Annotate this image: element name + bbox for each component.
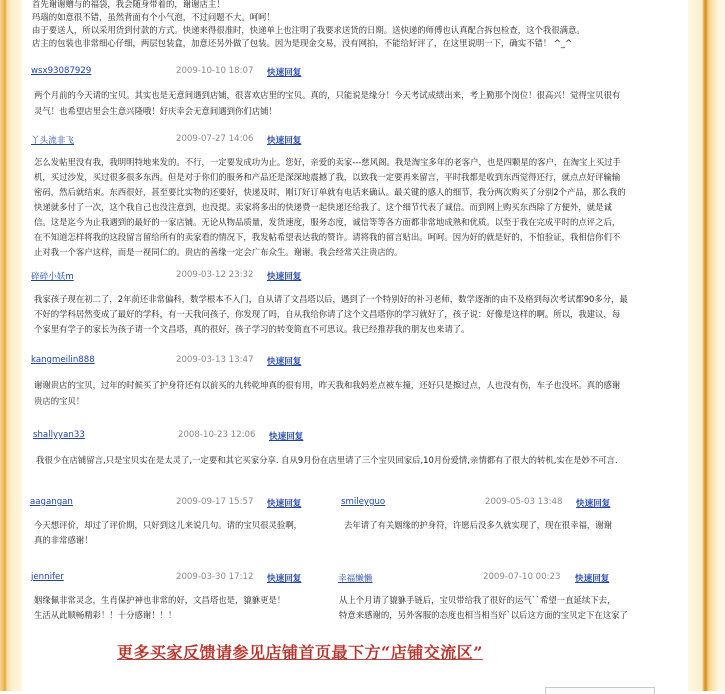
review-text-line: 在不知道怎样将我的这段留言留给所有的卖家看的情况下，我发帖希望表达我的赞许。请将我的留言贴出。呵呵。因为好的就是好的，不怕验证，我相信你们不 bbox=[34, 232, 621, 242]
review-text-line: 我很少在店铺留言,只是宝贝实在是太灵了,一定要和其它买家分享. 自从9月份在店里请了三个宝贝回家后,10月份爱情,亲情都有了很大的转机,实在是妙不可言. bbox=[36, 455, 618, 465]
review-text-line: 密码，然后就结束。东西很好，甚至要比实物的还要好，快递及时，刚订好订单就有电话来确认。最关键的感人的细节，我分两次购买了分别2个产品，那么我的 bbox=[34, 187, 626, 197]
review-text-line: 我家孩子现在初二了，2年前还非常偏科，数学根本不入门，自从请了文昌塔以后，遇到了一个特别好的补习老师，数学逐渐的由不及格到每次考试都90多分，最 bbox=[34, 294, 628, 304]
review-timestamp: 2009-09-17 15:57 bbox=[176, 497, 254, 507]
right-decorative-border bbox=[688, 0, 725, 691]
review-username[interactable]: shallyyan33 bbox=[33, 430, 85, 440]
review-text-line: 机，买过沙发，买过很多很多东西。但是对于你们的服务和产品还是深深地震撼了我，以致我一定要再来留言，平时我都是收到东西觉得还行，就点点好评输输 bbox=[34, 172, 621, 182]
intro-line: 由于要送人，所以采用货到付款的方式。快递来得很准时，快递单上也注明了我要求送货的日期。送快递的师傅也认真配合拆包检查，这个我很满意。 bbox=[32, 25, 585, 35]
review-text-line: 快递就多付了一次，这个我自己也没注意到，也没提。卖家将多出的快递费一起快递还给我了。这个细节代表了诚信。而到网上购买东西除了方便外，就是诚 bbox=[34, 202, 612, 212]
review-text-line: 姻缘佩非常灵念，生肖保护神也非常的好，文昌塔也是，貔貅更是！ bbox=[34, 595, 286, 605]
review-username[interactable]: 丫头流非飞 bbox=[31, 136, 74, 146]
review-timestamp: 2009-03-30 17:12 bbox=[176, 572, 254, 582]
review-username[interactable]: aagangan bbox=[30, 497, 73, 507]
review-text-line: 生活从此顺畅精彩！！十分感谢！！！ bbox=[34, 610, 177, 620]
review-text-line: 今天想评价，却过了评价期，只好到这儿来说几句。请的宝贝很灵验啊， bbox=[34, 520, 302, 530]
review-text-line: 信。这是迄今为止我遇到的最好的一家店铺。无论从物品质量，发货速度，服务态度，诚信等等各方面都非常地成熟和优质。以至于我在完成平时的点评之后， bbox=[34, 217, 621, 227]
quick-reply-link[interactable]: 快速回复 bbox=[267, 136, 302, 146]
review-text-line: 去年请了有关姻缘的护身符，许愿后没多久就实现了，现在很幸福，谢谢 bbox=[344, 520, 612, 530]
intro-line: 首先谢谢赠与的福袋，我会随身带着的，谢谢店主！ bbox=[32, 0, 225, 9]
review-text-line: 特意来感谢的，另外客服的态度也相当相当好`以后这方面的宝贝定下在这家了 bbox=[339, 610, 628, 620]
quick-reply-link[interactable]: 快速回复 bbox=[267, 357, 302, 367]
review-text-line: 个家里有学子的家长为孩子请一个文昌塔，真的很好，孩子学习的转变简直不可思议。我已经推荐我的朋友也来请了。 bbox=[34, 324, 470, 334]
review-username[interactable]: kangmeilin888 bbox=[31, 355, 95, 365]
review-timestamp: 2008-10-23 12:06 bbox=[178, 430, 256, 440]
review-text-line: 谢谢贵店的宝贝，过年的时候买了护身符还有以前买的九转乾坤真的很有用，昨天我和我妈差点被车撞，还好只是擦过点，人也没有伤，车子也没坏。真的感谢 bbox=[34, 380, 621, 390]
intro-line: 店主的包装也非常细心仔细，两层包装盒，加意还另外做了包装。因为是现金交易，没有网拍，不能给好评了，在这里说明一下，确实不错！ ^_^ bbox=[32, 38, 573, 48]
review-username[interactable]: wsx93087929 bbox=[31, 66, 92, 76]
review-text-line: 从上个月请了貔貅手链后，宝贝带给我了很好的运气``希望一直延续下去， bbox=[339, 595, 616, 605]
intro-line: 玛瑙的如意很不错，虽然背面有个小气泡，不过问题不大。呵呵！ bbox=[32, 12, 275, 22]
review-timestamp: 2009-10-10 18:07 bbox=[176, 66, 254, 76]
review-timestamp: 2009-07-10 00:23 bbox=[483, 572, 561, 582]
quick-reply-link[interactable]: 快速回复 bbox=[269, 432, 304, 442]
quick-reply-link[interactable]: 快速回复 bbox=[575, 574, 610, 584]
quick-reply-link[interactable]: 快速回复 bbox=[267, 68, 302, 78]
review-text-line: 贵店的宝贝！ bbox=[34, 396, 85, 406]
review-username[interactable]: smileyguo bbox=[341, 497, 386, 507]
left-decorative-border bbox=[0, 0, 22, 691]
review-timestamp: 2009-03-13 13:47 bbox=[176, 355, 254, 365]
review-username[interactable]: 碎碎小妖m bbox=[31, 272, 74, 282]
review-username[interactable]: jennifer bbox=[31, 572, 64, 582]
review-text-line: 灵气！也希望店里会生意兴隆哦！好庆幸会无意间遇到你们店铺！ bbox=[34, 106, 277, 116]
review-timestamp: 2009-03-12 23:32 bbox=[176, 270, 254, 280]
review-timestamp: 2009-05-03 13:48 bbox=[485, 497, 563, 507]
reviews-panel bbox=[22, 0, 688, 691]
review-text-line: 真的非常感谢！ bbox=[34, 535, 93, 545]
review-timestamp: 2009-07-27 14:06 bbox=[176, 134, 254, 144]
quick-reply-link[interactable]: 快速回复 bbox=[576, 499, 611, 509]
review-text-line: 止对我一个客户这样，而是一视同仁的。贵店的善缘一定会广布众生。谢谢。我会经常关注贵店的。 bbox=[34, 247, 403, 257]
quick-reply-link[interactable]: 快速回复 bbox=[267, 499, 302, 509]
review-text-line: 怎么发帖里没有我，我明明特地来发的。不行，一定要发成功为止。您好，亲爱的卖家---慈风阁。我是淘宝多年的老客户，也是四颗星的客户，在淘宝上买过手 bbox=[34, 157, 621, 167]
review-username[interactable]: 幸福懒懒 bbox=[338, 574, 373, 584]
review-text-line: 不好的学科居然变成了最好的学科，有一天我问孩子，你发现了吗，自从我给你请了这个文昌塔你的学习就好了，孩子说：好像是这样的啊。所以，我建议，每 bbox=[34, 309, 621, 319]
review-text-line: 两个月前的今天请的宝贝。其实也是无意间遇到店铺，很喜欢店里的宝贝。真的，只能说是缘分！今天考试成绩出来，考上勤那个岗位！很高兴！觉得宝贝很有 bbox=[34, 90, 621, 100]
quick-reply-link[interactable]: 快速回复 bbox=[267, 272, 302, 282]
quick-reply-link[interactable]: 快速回复 bbox=[267, 574, 302, 584]
more-feedback-link[interactable]: 更多买家反馈请参见店铺首页最下方“店铺交流区” bbox=[117, 643, 483, 662]
